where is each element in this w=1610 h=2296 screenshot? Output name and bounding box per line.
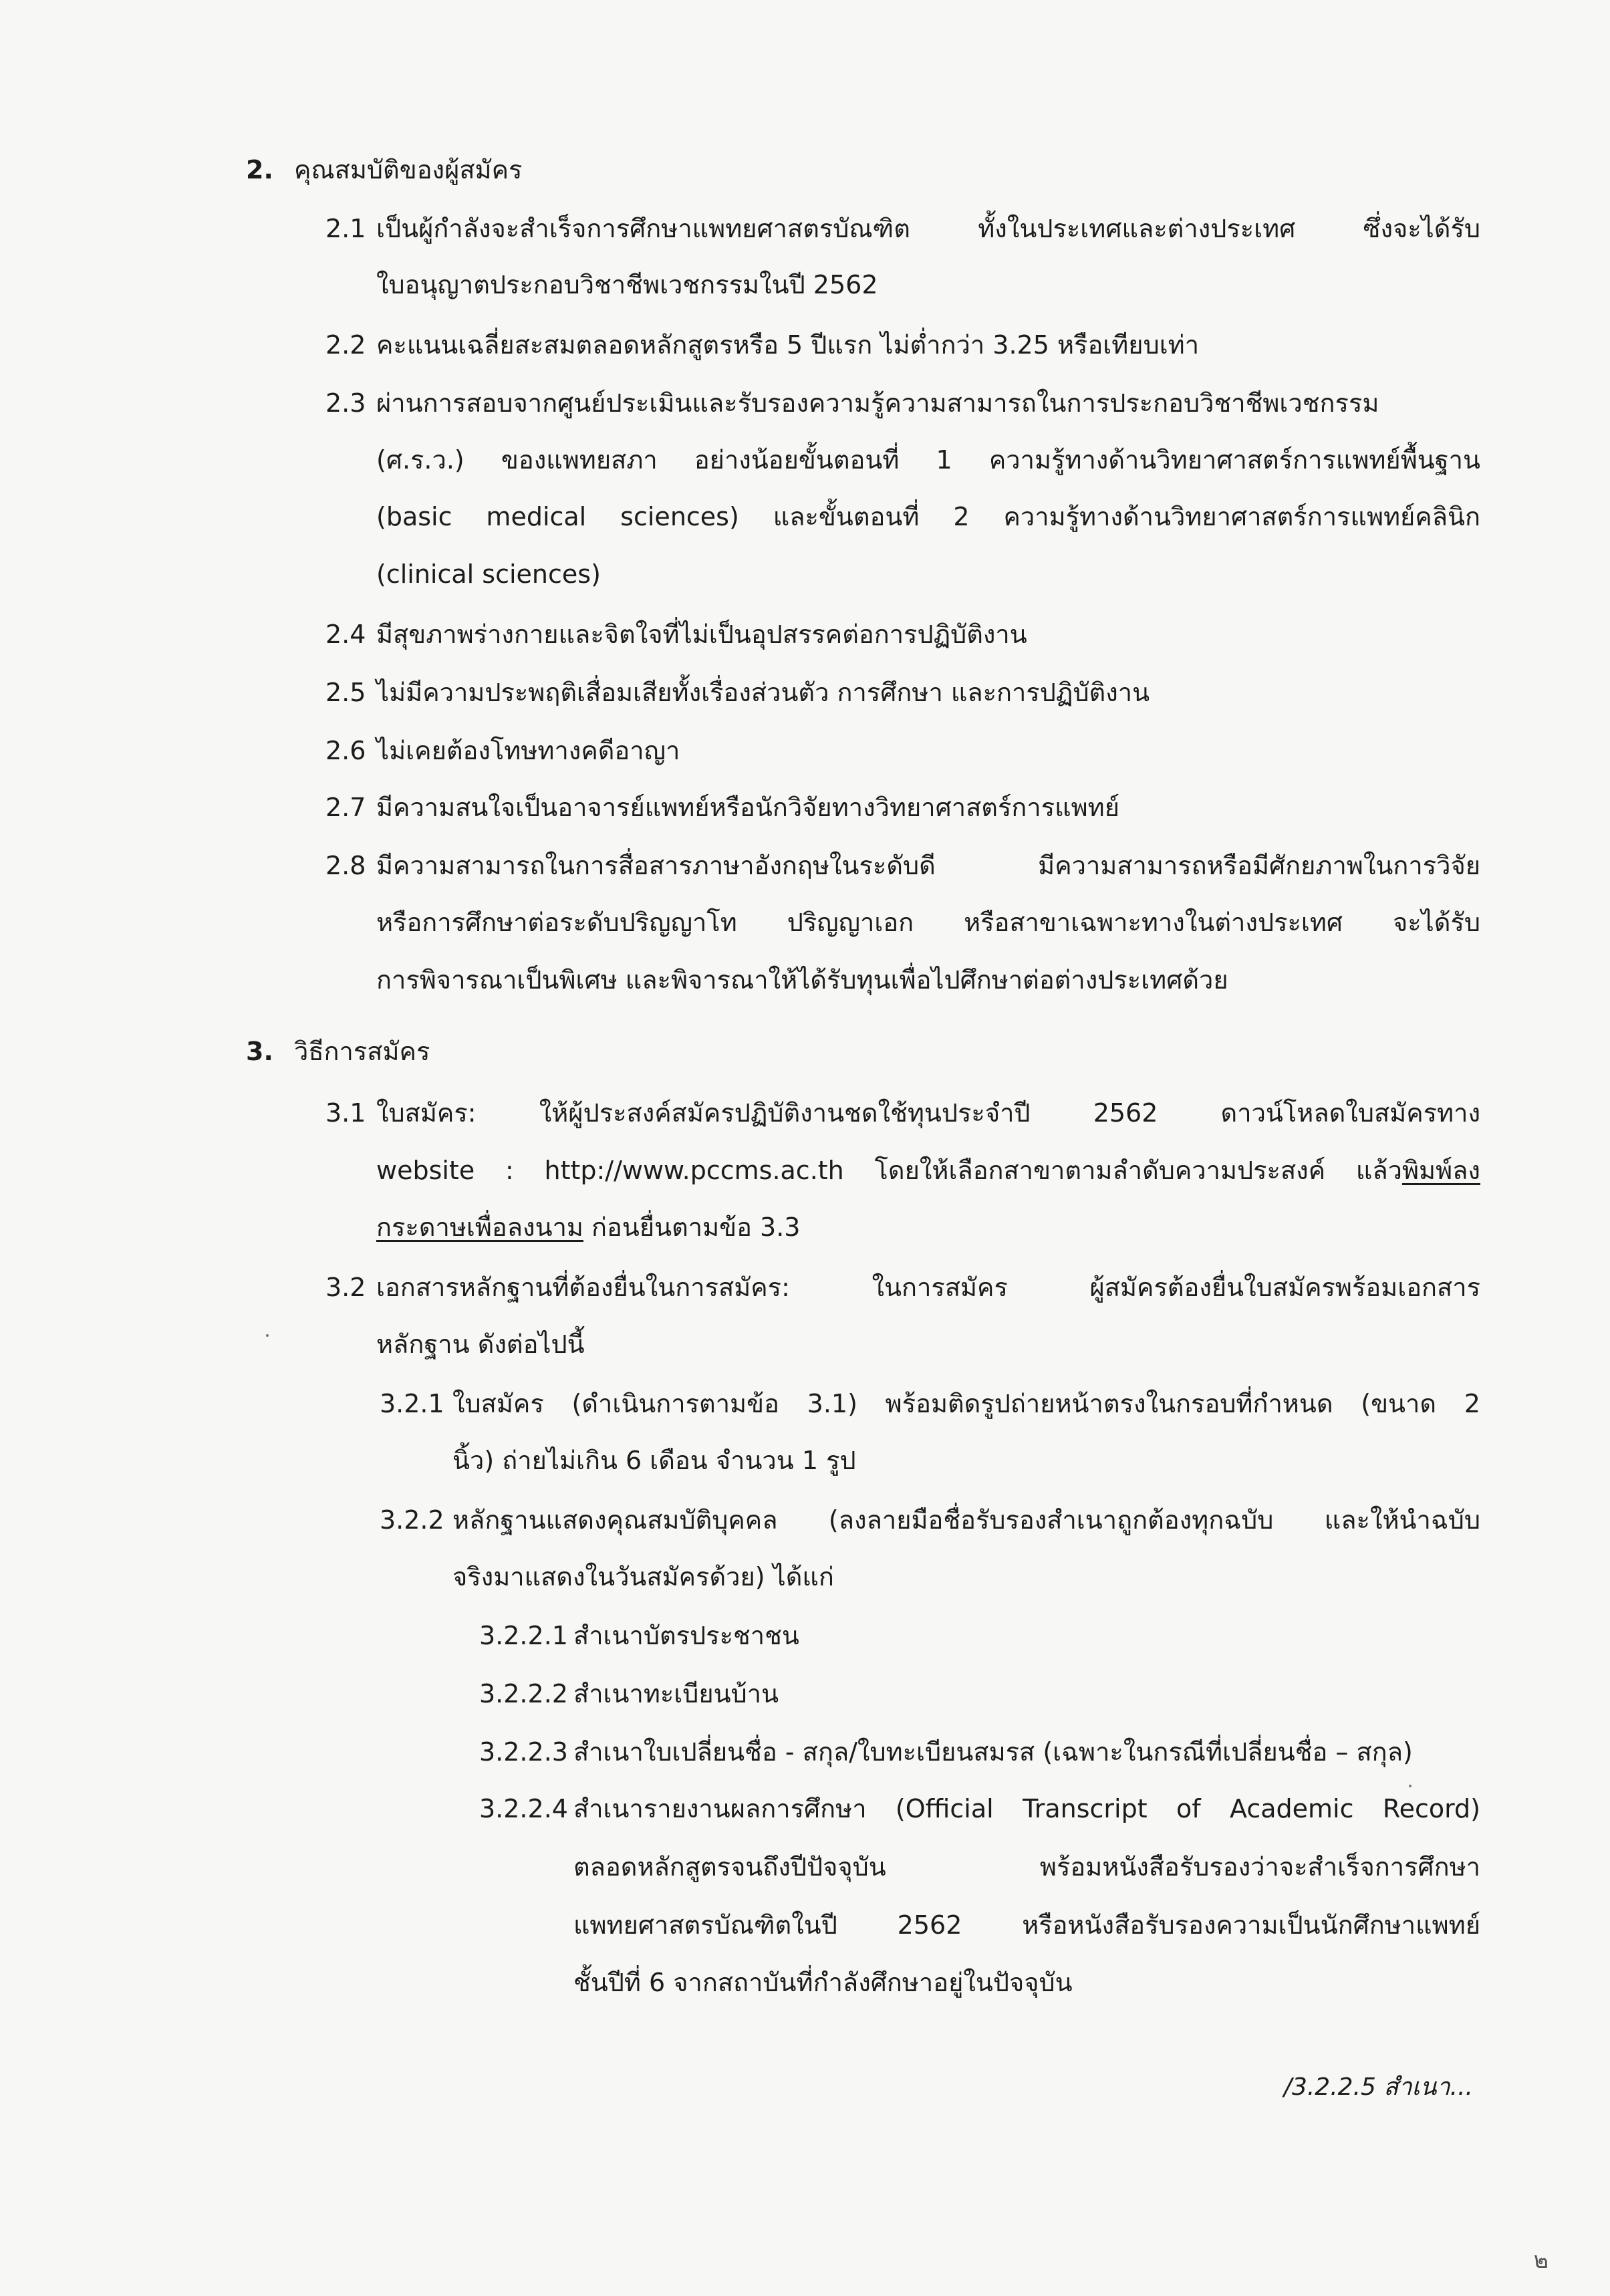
item-text: หรือการศึกษาต่อระดับปริญญาโท ปริญญาเอก หรือสาขาเฉพาะทางในต่างประเทศ จะได้รับ [376, 908, 1480, 937]
item-label: 3.2.1 [380, 1389, 444, 1418]
item-label: 3.2 [325, 1273, 366, 1302]
underlined-text: กระดาษเพื่อลงนาม [376, 1213, 583, 1242]
item-text: ตลอดหลักสูตรจนถึงปีปัจจุบัน พร้อมหนังสือรับรองว่าจะสำเร็จการศึกษา [573, 1852, 1480, 1882]
item-text: จริงมาแสดงในวันสมัครด้วย) ได้แก่ [452, 1562, 834, 1591]
item-text [376, 1210, 800, 1244]
item-text: หลักฐานแสดงคุณสมบัติบุคคล (ลงลายมือชื่อรับรองสำเนาถูกต้องทุกฉบับ และให้นำฉบับ [452, 1505, 1480, 1535]
item-text: ผ่านการสอบจากศูนย์ประเมินและรับรองความรู้ความสามารถในการประกอบวิชาชีพเวชกรรม [376, 388, 1379, 418]
section-2-heading [246, 153, 522, 186]
item-text: สำเนาใบเปลี่ยนชื่อ - สกุล/ใบทะเบียนสมรส (เฉพาะในกรณีที่เปลี่ยนชื่อ – สกุล) [573, 1737, 1413, 1767]
item-text: ไม่มีความประพฤติเสื่อมเสียทั้งเรื่องส่วนตัว การศึกษา และการปฏิบัติงาน [376, 678, 1150, 707]
item-text: ไม่เคยต้องโทษทางคดีอาญา [376, 736, 680, 765]
item-label: 2.6 [325, 736, 366, 765]
item-text [376, 1154, 1480, 1187]
item-label: 2.3 [325, 388, 366, 418]
item-text-part: website : http://www.pccms.ac.th โดยให้เลือกสาขาตามลำดับความประสงค์ แล้ว [376, 1156, 1402, 1185]
item-text: (ศ.ร.ว.) ของแพทยสภา อย่างน้อยขั้นตอนที่ 1 ความรู้ทางด้านวิทยาศาสตร์การแพทย์พื้นฐาน [376, 445, 1480, 475]
item-label: 2.4 [325, 620, 366, 649]
item-text: (basic medical sciences) และขั้นตอนที่ 2 ความรู้ทางด้านวิทยาศาสตร์การแพทย์คลินิก [376, 502, 1480, 531]
item-text: มีสุขภาพร่างกายและจิตใจที่ไม่เป็นอุปสรรคต่อการปฏิบัติงาน [376, 620, 1027, 649]
item-label: 3.2.2 [380, 1505, 444, 1535]
item-text: ใบสมัคร: ให้ผู้ประสงค์สมัครปฏิบัติงานชดใช้ทุนประจำปี 2562 ดาวน์โหลดใบสมัครทาง [376, 1098, 1480, 1128]
item-label: 2.1 [325, 214, 366, 243]
underlined-text: พิมพ์ลง [1402, 1156, 1480, 1185]
item-label: 2.8 [325, 851, 366, 880]
item-text: เอกสารหลักฐานที่ต้องยื่นในการสมัคร: ในการสมัคร ผู้สมัครต้องยื่นใบสมัครพร้อมเอกสาร [376, 1273, 1480, 1302]
section-title: วิธีการสมัคร [294, 1037, 430, 1066]
item-label: 3.1 [325, 1098, 366, 1128]
item-text: (clinical sciences) [376, 559, 601, 589]
page-number: ๒ [1533, 2247, 1549, 2274]
item-text: การพิจารณาเป็นพิเศษ และพิจารณาให้ได้รับทุนเพื่อไปศึกษาต่อต่างประเทศด้วย [376, 965, 1228, 995]
item-text-part: ก่อนยื่นตามข้อ 3.3 [583, 1213, 801, 1242]
item-text: มีความสามารถในการสื่อสารภาษาอังกฤษในระดับดี มีความสามารถหรือมีศักยภาพในการวิจัย [376, 851, 1480, 880]
item-text: แพทยศาสตรบัณฑิตในปี 2562 หรือหนังสือรับรองความเป็นนักศึกษาแพทย์ [573, 1910, 1480, 1940]
item-text: นิ้ว) ถ่ายไม่เกิน 6 เดือน จำนวน 1 รูป [452, 1446, 856, 1475]
item-text: มีความสนใจเป็นอาจารย์แพทย์หรือนักวิจัยทางวิทยาศาสตร์การแพทย์ [376, 793, 1119, 822]
item-label: 3.2.2.3 [479, 1737, 568, 1767]
item-text: ชั้นปีที่ 6 จากสถาบันที่กำลังศึกษาอยู่ในปัจจุบัน [573, 1968, 1073, 1997]
item-text: หลักฐาน ดังต่อไปนี้ [376, 1329, 585, 1359]
section-title: คุณสมบัติของผู้สมัคร [294, 155, 523, 184]
item-label: 3.2.2.4 [479, 1794, 568, 1823]
item-text: ใบสมัคร (ดำเนินการตามข้อ 3.1) พร้อมติดรูปถ่ายหน้าตรงในกรอบที่กำหนด (ขนาด 2 [452, 1389, 1480, 1418]
item-label: 2.5 [325, 678, 366, 707]
item-text: เป็นผู้กำลังจะสำเร็จการศึกษาแพทยศาสตรบัณฑิต ทั้งในประเทศและต่างประเทศ ซึ่งจะได้รับ [376, 214, 1480, 243]
section-number: 3. [246, 1037, 273, 1066]
item-text: สำเนารายงานผลการศึกษา (Official Transcript of Academic Record) [573, 1794, 1480, 1823]
item-text: สำเนาบัตรประชาชน [573, 1621, 799, 1650]
item-label: 3.2.2.2 [479, 1679, 568, 1708]
continuation-note: /3.2.2.5 สำเนา... [1283, 2073, 1473, 2101]
item-text: ใบอนุญาตประกอบวิชาชีพเวชกรรมในปี 2562 [376, 270, 878, 299]
scan-speck [266, 1334, 269, 1337]
item-label: 3.2.2.1 [479, 1621, 568, 1650]
item-text: สำเนาทะเบียนบ้าน [573, 1679, 779, 1708]
section-number: 2. [246, 155, 273, 184]
section-3-heading [246, 1035, 430, 1068]
item-label: 2.7 [325, 793, 366, 822]
item-label: 2.2 [325, 330, 366, 360]
item-text: คะแนนเฉลี่ยสะสมตลอดหลักสูตรหรือ 5 ปีแรก ไม่ต่ำกว่า 3.25 หรือเทียบเท่า [376, 330, 1200, 360]
scan-speck [1409, 1785, 1412, 1787]
